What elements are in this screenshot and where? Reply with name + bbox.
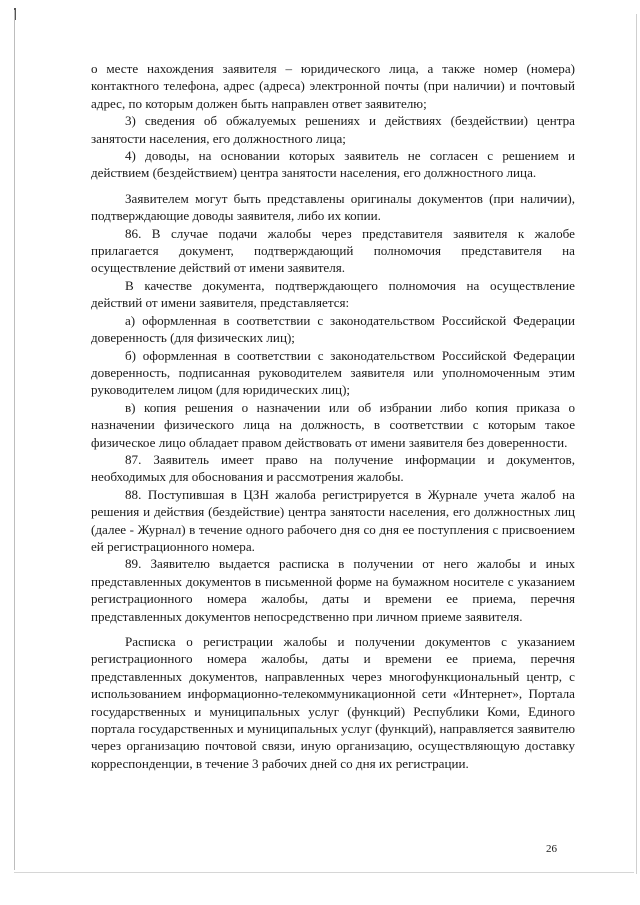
- paragraph-item-v: в) копия решения о назначении или об избрании либо копия приказа о назначении физического лица на должность, в соответствии с которым такое физическое лицо обладает правом действовать от имени заявителя без доверенности.: [91, 399, 575, 450]
- paragraph-item-b: б) оформленная в соответствии с законодательством Российской Федерации доверенность, подписанная руководителем заявителя или уполномоченным этим руководителем лицом (для юридических лиц);: [91, 347, 575, 398]
- page-number: 26: [546, 843, 557, 855]
- paragraph-item-4: 4) доводы, на основании которых заявитель не согласен с решением и действием (бездействием) центра занятости населения, его должностного лица.: [91, 148, 575, 181]
- scan-artifact-bottom-edge: [14, 872, 634, 873]
- paragraph-document-types: В качестве документа, подтверждающего полномочия на осуществление действий от имени заявителя, представляется:: [91, 277, 575, 311]
- paragraph-87: 87. Заявитель имеет право на получение информации и документов, необходимых для обоснования и рассмотрения жалобы.: [91, 451, 575, 485]
- paragraph-originals: Заявителем могут быть представлены оригиналы документов (при наличии), подтверждающие доводы заявителя, либо их копии.: [91, 190, 575, 224]
- paragraph-88: 88. Поступившая в ЦЗН жалоба регистрируется в Журнале учета жалоб на решения и действия (бездействие) центра занятости населения, его должностных лиц (далее - Журнал) в течение одного рабочего дня со дня ее поступления с присвоением ей регистрационного номера.: [91, 486, 575, 554]
- paragraph-86: 86. В случае подачи жалобы через представителя заявителя к жалобе прилагается документ, подтверждающий полномочия представителя на осуществление действий от имени заявителя.: [91, 225, 575, 276]
- paragraph-receipt: Расписка о регистрации жалобы и получении документов с указанием регистрационного номера жалобы, даты и времени ее приема, перечня представленных документов, направленных через многофункциональный центр, с использованием информационно-телекоммуникационной сети «Интернет», Портала государственных и муниципальных услуг (функций) Республики Коми, Единого портала государственных и муниципальных услуг (функций), направляется заявителю через организацию почтовой связи, иную организацию, осуществляющую доставку корреспонденции, в течение 3 рабочих дней со дня их регистрации.: [91, 634, 575, 771]
- scan-artifact-left-edge: [14, 10, 15, 870]
- paragraph-89: 89. Заявителю выдается расписка в получении от него жалобы и иных представленных документов в письменной форме на бумажном носителе с указанием регистрационного номера жалобы, даты и времени ее приема, перечня представленных документов непосредственно при личном приеме заявителя.: [91, 556, 575, 624]
- scan-artifact-right-edge: [636, 14, 637, 874]
- body-text: [91, 60, 575, 772]
- paragraph-item-a: а) оформленная в соответствии с законодательством Российской Федерации доверенность (для физических лиц);: [91, 312, 575, 346]
- paragraph-continuation: о месте нахождения заявителя – юридического лица, а также номер (номера) контактного телефона, адрес (адреса) электронной почты (при наличии) и почтовый адрес, по которым должен быть направлен ответ заявителю;: [91, 61, 575, 111]
- paragraph-item-3: 3) сведения об обжалуемых решениях и действиях (бездействии) центра занятости населения, его должностного лица;: [91, 113, 575, 146]
